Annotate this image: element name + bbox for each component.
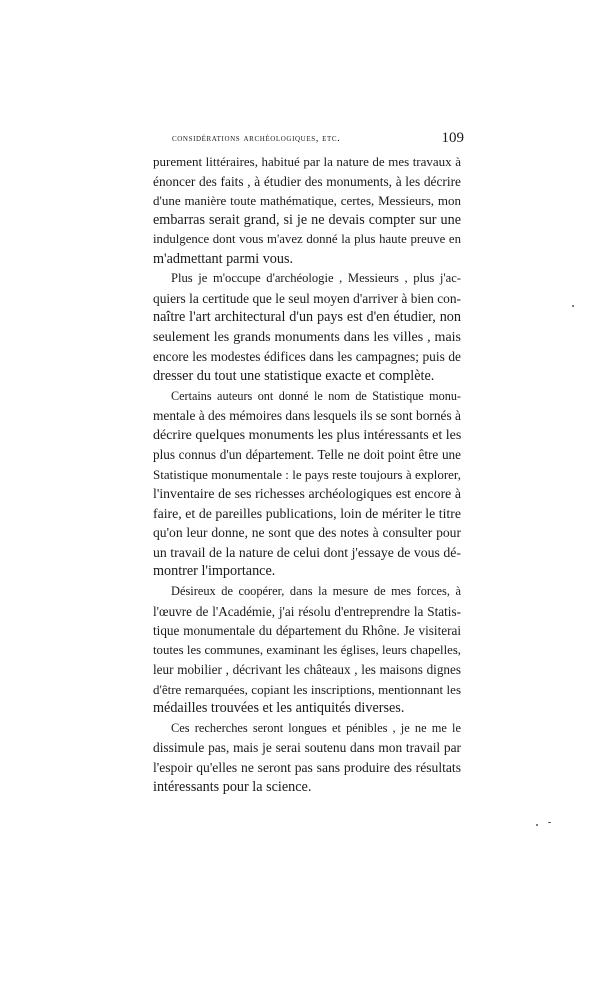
text-line: un travail de la nature de celui dont j'essaye de vous dé- — [153, 544, 461, 560]
text-line: Ces recherches seront longues et pénibles , je ne me le — [171, 720, 461, 735]
text-line: Plus je m'occupe d'archéologie , Messieurs , plus j'ac- — [171, 271, 461, 286]
page-number: 109 — [441, 130, 464, 146]
body-text — [153, 152, 461, 797]
text-line: Statistique monumentale : le pays reste toujours à explorer, — [153, 466, 461, 482]
text-line: naître l'art architectural d'un pays est d'en étudier, non — [153, 309, 461, 326]
text-line: encore les modestes édifices dans les campagnes; puis de — [153, 349, 461, 365]
text-line: l'espoir qu'elles ne seront pas sans produire des résultats — [153, 759, 461, 775]
text-line: indulgence dont vous m'avez donné la plus haute preuve en — [153, 232, 461, 247]
text-line: d'être remarquées, copiant les inscriptions, mentionnant les — [153, 681, 461, 697]
text-line: Désireux de coopérer, dans la mesure de mes forces, à — [171, 584, 461, 599]
text-line: d'une manière toute mathématique, certes, Messieurs, mon — [153, 193, 461, 209]
text-line: montrer l'importance. — [153, 563, 276, 580]
running-title: considérations archéologiques, etc. — [172, 133, 341, 144]
paragraph — [153, 582, 461, 719]
text-line: mentale à des mémoires dans lesquels ils se sont bornés à — [153, 408, 461, 424]
text-line: plus connus d'un département. Telle ne doit point être une — [153, 447, 461, 463]
text-line: faire, et de pareilles publications, loin de mériter le titre — [153, 505, 461, 521]
text-line: Certains auteurs ont donné le nom de Statistique monu- — [171, 388, 461, 403]
scan-speck — [536, 824, 538, 826]
scan-speck — [548, 822, 551, 823]
text-line: toutes les communes, examinant les églises, leurs chapelles, — [153, 642, 461, 657]
text-line: purement littéraires, habitué par la nature de mes travaux à — [153, 154, 461, 169]
text-line: quiers la certitude que le seul moyen d'arriver à bien con- — [153, 290, 461, 306]
text-line: dresser du tout une statistique exacte et complète. — [153, 368, 435, 385]
text-line: embarras serait grand, si je ne devais compter sur une — [153, 211, 461, 228]
paragraph — [153, 269, 461, 386]
running-head — [172, 130, 464, 151]
text-line: m'admettant parmi vous. — [153, 250, 294, 267]
text-line: dissimule pas, mais je serai soutenu dans mon travail par — [153, 740, 461, 756]
text-line: tique monumentale du département du Rhône. Je visiterai — [153, 623, 461, 639]
text-line: l'œuvre de l'Académie, j'ai résolu d'entreprendre la Statis- — [153, 603, 461, 619]
text-line: leur mobilier , décrivant les châteaux , les maisons dignes — [153, 662, 461, 678]
text-line: décrire quelques monuments les plus intéressants et les — [153, 427, 462, 443]
text-line: seulement les grands monuments dans les villes , mais — [153, 329, 461, 345]
text-line: énoncer des faits , à étudier des monuments, à les décrire — [153, 173, 461, 189]
scan-speck — [572, 305, 574, 307]
paragraph — [153, 152, 461, 269]
text-line: l'inventaire de ses richesses archéologiques est encore à — [153, 486, 461, 502]
text-line: médailles trouvées et les antiquités diverses. — [153, 700, 405, 717]
text-line: qu'on leur donne, ne sont que des notes à consulter pour — [153, 525, 461, 541]
paragraph — [153, 719, 461, 797]
paragraph — [153, 387, 461, 582]
text-line: intéressants pour la science. — [153, 778, 312, 795]
